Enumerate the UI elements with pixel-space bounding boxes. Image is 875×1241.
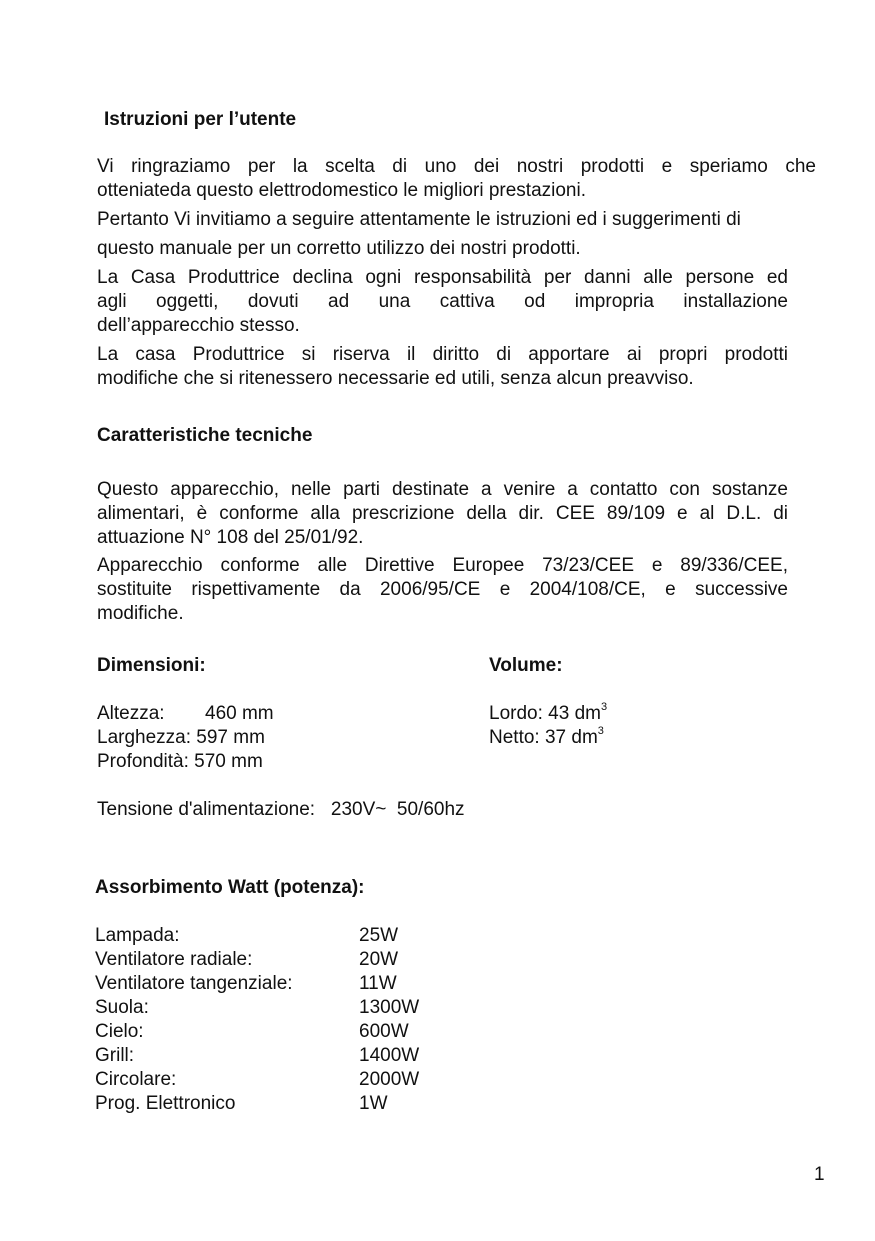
power-value: 1400W [359,1045,420,1066]
heading-istruzioni: Istruzioni per l’utente [104,109,297,130]
intro-p1-line2: otteniateda questo elettrodomestico le migliori prestazioni. [97,180,586,201]
power-value: 25W [359,925,399,946]
power-label: Lampada: [95,925,180,946]
heading-caratteristiche: Caratteristiche tecniche [97,425,313,446]
intro-p4-line1: La casa Produttrice si riserva il diritto di apportare ai propri prodotti [97,344,788,365]
heading-volume: Volume: [489,655,563,676]
heading-dimensioni: Dimensioni: [97,655,206,676]
intro-p3-line1: La Casa Produttrice declina ogni responsabilità per danni alle persone ed [97,267,788,288]
intro-p3-line2: agli oggetti, dovuti ad una cattiva od impropria installazione [97,291,788,312]
volume-netto-exponent: 3 [597,725,604,737]
power-label: Circolare: [95,1069,177,1090]
volume-netto: Netto: 37 $dm^3$ [489,725,604,748]
tech-p1-line3: attuazione N° 108 del 25/01/92. [97,527,364,548]
power-value: 600W [359,1021,409,1042]
power-label: Suola: [95,997,149,1018]
altezza-value: 460 mm [205,703,274,724]
power-value: 11W [359,973,397,994]
intro-p1-line1: Vi ringraziamo per la scelta di uno dei nostri prodotti e speriamo che [97,156,816,177]
power-label: Prog. Elettronico [95,1093,236,1114]
power-label: Grill: [95,1045,135,1066]
power-value: 2000W [359,1069,420,1090]
tech-p2-line2: sostituite rispettivamente da 2006/95/CE e 2004/108/CE, e successive [97,579,788,600]
heading-assorbimento: Assorbimento Watt (potenza): [95,877,365,898]
larghezza: Larghezza: 597 mm [97,727,265,748]
power-value: 1W [359,1093,388,1114]
page-number: 1 [814,1164,825,1185]
altezza-label: Altezza: [97,703,165,724]
profondita: Profondità: 570 mm [97,751,263,772]
intro-p4-line2: modifiche che si ritenessero necessarie ed utili, senza alcun preavviso. [97,368,694,389]
intro-p2-line2: questo manuale per un corretto utilizzo dei nostri prodotti. [97,238,581,259]
tech-p1-line1: Questo apparecchio, nelle parti destinate a venire a contatto con sostanze [97,479,788,500]
tech-p2-line3: modifiche. [97,603,184,624]
power-value: 1300W [359,997,420,1018]
tech-p2-line1: Apparecchio conforme alle Direttive Europee 73/23/CEE e 89/336/CEE, [97,555,788,576]
power-label: Cielo: [95,1021,144,1042]
power-value: 20W [359,949,399,970]
power-label: Ventilatore radiale: [95,949,253,970]
power-label: Ventilatore tangenziale: [95,973,293,994]
power-table [95,924,495,1124]
volume-lordo-exponent: 3 [600,701,608,713]
volume-lordo: Lordo: 43 $dm^3$ [489,701,608,724]
tensione: Tensione d'alimentazione: 230V~ 50/60hz [97,799,465,820]
intro-p3-line3: dell’apparecchio stesso. [97,315,300,336]
intro-p2-line1: Pertanto Vi invitiamo a seguire attentamente le istruzioni ed i suggerimenti di [97,209,741,230]
tech-p1-line2: alimentari, è conforme alla prescrizione della dir. CEE 89/109 e al D.L. di [97,503,788,524]
